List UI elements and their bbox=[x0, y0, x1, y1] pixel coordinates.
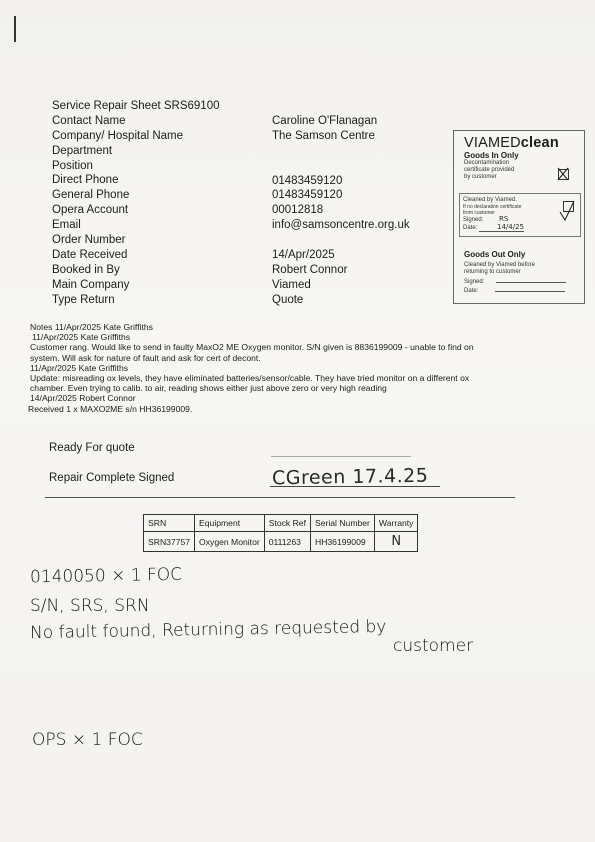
notes-section bbox=[30, 322, 570, 414]
note-line: chamber. Even trying to calib. to air, reading shows either just above zero or very high reading bbox=[30, 383, 387, 394]
label-date-received: Date Received bbox=[52, 248, 128, 261]
note-line: 11/Apr/2025 Kate Griffiths bbox=[30, 362, 129, 373]
viamed-clean-logo: VIAMEDclean bbox=[464, 135, 559, 151]
cell-warranty: N bbox=[374, 532, 418, 552]
sheet-title: Service Repair Sheet SRS69100 bbox=[52, 100, 220, 112]
header-cell: Stock Ref bbox=[264, 515, 310, 532]
field-values bbox=[272, 114, 410, 308]
label-main-company: Main Company bbox=[52, 278, 130, 291]
value-booked-in-by: Robert Connor bbox=[272, 263, 348, 276]
value-date-received: 14/Apr/2025 bbox=[272, 249, 335, 262]
ready-for-quote-label: Ready For quote bbox=[49, 442, 135, 454]
value-direct-phone: 01483459120 bbox=[272, 174, 343, 187]
signed-initials: RS bbox=[499, 215, 509, 223]
cleaned-date-row: Date: 14/4/25 bbox=[463, 223, 525, 231]
label-position: Position bbox=[52, 159, 93, 172]
repair-signature: CGreen 17.4.25 bbox=[271, 464, 429, 490]
value-department bbox=[272, 144, 410, 159]
field-labels bbox=[52, 99, 220, 307]
note-line: Received 1 x MAXO2ME s/n HH36199009. bbox=[28, 403, 193, 414]
cell-stock-ref: 0111263 bbox=[264, 532, 310, 552]
divider bbox=[45, 497, 515, 498]
note-line: system. Will ask for nature of fault and ask for cert of decont. bbox=[30, 352, 261, 363]
label-direct-phone: Direct Phone bbox=[52, 174, 119, 187]
header-cell: Warranty bbox=[374, 515, 418, 532]
ready-signature-line bbox=[271, 456, 411, 457]
handwritten-line-4: customer bbox=[393, 636, 474, 656]
label-email: Email bbox=[52, 219, 81, 232]
equipment-table bbox=[143, 514, 418, 552]
cell-srn: SRN37757 bbox=[144, 532, 195, 552]
label-general-phone: General Phone bbox=[52, 189, 130, 202]
goods-in-checkbox[interactable] bbox=[558, 169, 569, 180]
note-line: Notes 11/Apr/2025 Kate Griffiths bbox=[30, 322, 153, 332]
note-line: Update: misreading ox levels, they have eliminated batteries/sensor/cable. They have tried monitor on a different ox bbox=[30, 373, 470, 384]
value-position bbox=[272, 159, 410, 174]
cleaned-text-2: If no declaration certificate bbox=[463, 204, 522, 210]
cleaned-section bbox=[459, 193, 581, 237]
table-row bbox=[144, 532, 418, 552]
cell-equipment: Oxygen Monitor bbox=[195, 532, 265, 552]
value-main-company: Viamed bbox=[272, 278, 311, 291]
header-cell: Equipment bbox=[195, 515, 265, 532]
label-company: Company/ Hospital Name bbox=[52, 129, 184, 142]
goods-out-text-2: returning to customer bbox=[464, 269, 521, 275]
value-email: info@samsoncentre.org.uk bbox=[272, 219, 410, 232]
goods-out-signed: Signed: bbox=[464, 279, 566, 286]
handwritten-line-5: OPS × 1 FOC bbox=[32, 730, 143, 750]
value-company: The Samson Centre bbox=[272, 129, 375, 142]
label-booked-in-by: Booked in By bbox=[52, 263, 120, 276]
handwritten-line-2: S/N, SRS, SRN bbox=[30, 596, 150, 616]
tick-mark-icon bbox=[559, 200, 575, 222]
value-order-number bbox=[272, 233, 410, 248]
repair-complete-label: Repair Complete Signed bbox=[49, 472, 175, 484]
cleaned-text-3: from customer bbox=[463, 210, 495, 216]
signed-date: 14/4/25 bbox=[479, 223, 524, 232]
goods-in-text-2: certificate provided bbox=[464, 167, 515, 173]
cleaned-text-1: Cleaned by Viamed. bbox=[463, 197, 517, 203]
goods-in-text-3: by customer bbox=[464, 174, 497, 180]
goods-out-title: Goods Out Only bbox=[464, 250, 526, 259]
note-line: 14/Apr/2025 Robert Connor bbox=[30, 393, 136, 404]
label-department: Department bbox=[52, 144, 113, 157]
label-contact-name: Contact Name bbox=[52, 114, 126, 127]
cell-serial-number: HH36199009 bbox=[310, 532, 374, 552]
goods-in-text-1: Decontamination bbox=[464, 160, 510, 166]
repair-signature-line bbox=[270, 486, 440, 487]
cleaned-signed-row: Signed: RS bbox=[463, 215, 509, 223]
goods-out-text-1: Cleaned by Viamed before bbox=[464, 262, 535, 268]
header-cell: Serial Number bbox=[310, 515, 374, 532]
label-opera-account: Opera Account bbox=[52, 204, 129, 217]
value-contact-name: Caroline O'Flanagan bbox=[272, 115, 378, 127]
header-cell: SRN bbox=[144, 515, 195, 532]
note-line: 11/Apr/2025 Kate Griffiths bbox=[32, 332, 131, 343]
goods-out-date: Date: bbox=[464, 288, 565, 295]
value-general-phone: 01483459120 bbox=[272, 189, 343, 202]
cleaned-checkbox[interactable] bbox=[563, 201, 574, 212]
goods-in-title: Goods In Only bbox=[464, 151, 519, 160]
table-header-row bbox=[144, 515, 418, 532]
value-opera-account: 00012818 bbox=[272, 204, 324, 217]
note-line: Customer rang. Would like to send in faulty MaxO2 ME Oxygen monitor. S/N given is 8836199009 - unable to find on bbox=[30, 342, 474, 353]
handwritten-line-1: 0140050 × 1 FOC bbox=[29, 564, 183, 588]
handwritten-line-3: No fault found, Returning as requested by bbox=[29, 616, 387, 644]
margin-mark bbox=[14, 16, 16, 42]
cross-mark-icon bbox=[557, 167, 569, 181]
label-type-return: Type Return bbox=[52, 293, 115, 306]
value-type-return: Quote bbox=[272, 293, 304, 306]
viamed-clean-box bbox=[453, 130, 585, 304]
label-order-number: Order Number bbox=[52, 234, 126, 247]
